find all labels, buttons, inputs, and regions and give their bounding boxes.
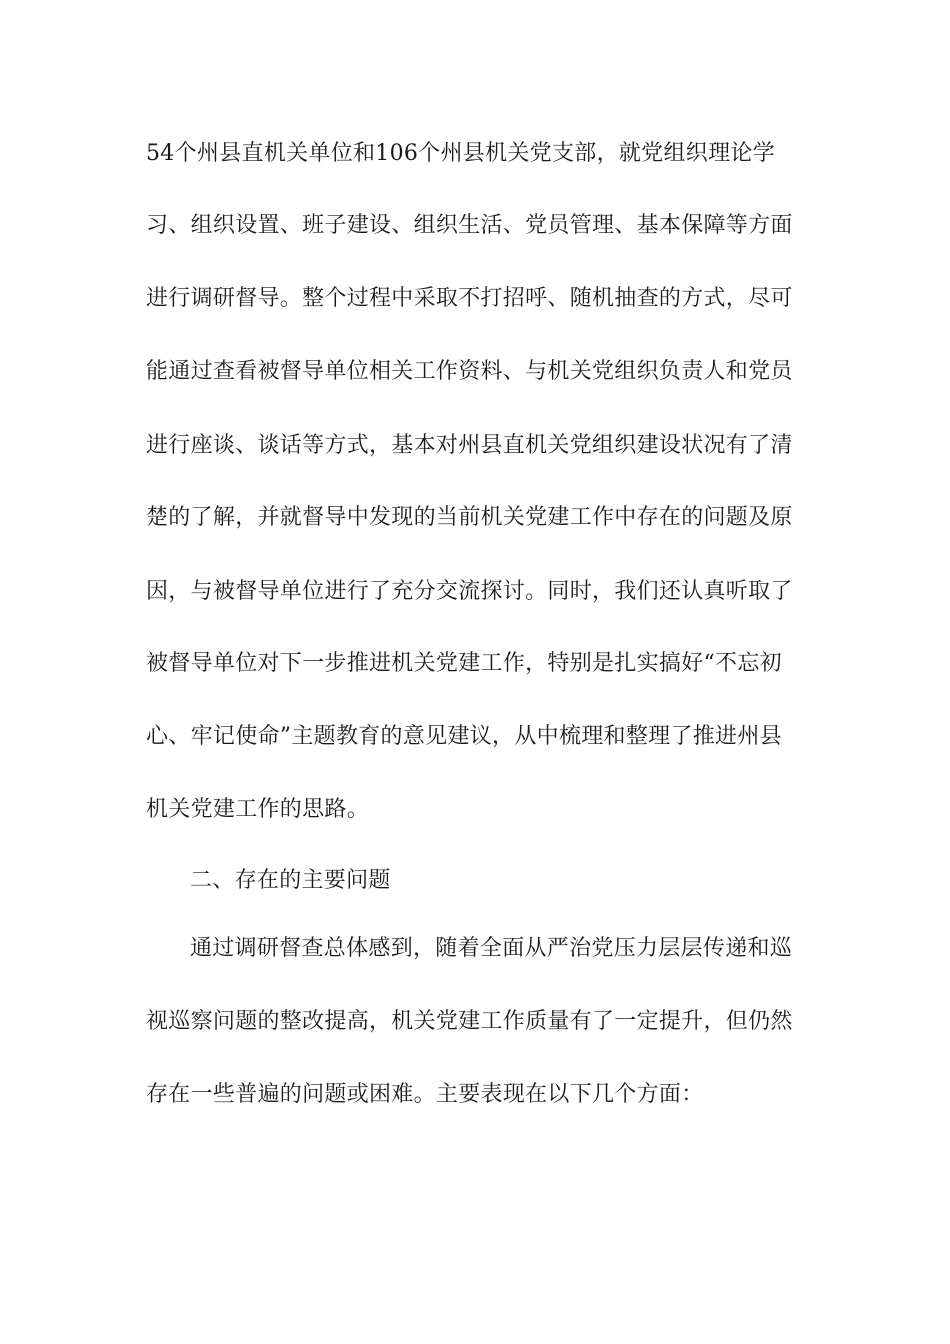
paragraph-line: 能通过查看被督导单位相关工作资料、与机关党组织负责人和党员	[146, 359, 793, 384]
paragraph-line: 机关党建工作的思路。	[146, 797, 370, 822]
paragraph-line: 视巡察问题的整改提高，机关党建工作质量有了一定提升，但仍然	[146, 1009, 793, 1034]
paragraph-line: 楚的了解，并就督导中发现的当前机关党建工作中存在的问题及原	[146, 505, 793, 530]
paragraph-line: 因，与被督导单位进行了充分交流探讨。同时，我们还认真听取了	[146, 579, 793, 604]
paragraph-line: 通过调研督查总体感到，随着全面从严治党压力层层传递和巡	[190, 936, 793, 961]
paragraph-line: 心、牢记使命”主题教育的意见建议，从中梳理和整理了推进州县	[146, 724, 782, 749]
paragraph-line: 进行座谈、谈话等方式，基本对州县直机关党组织建设状况有了清	[146, 433, 793, 458]
paragraph-line: 存在一些普遍的问题或困难。主要表现在以下几个方面：	[146, 1082, 704, 1107]
paragraph-line: 进行调研督导。整个过程中采取不打招呼、随机抽查的方式，尽可	[146, 286, 793, 311]
paragraph-line: 54个州县直机关单位和106个州县机关党支部，就党组织理论学	[146, 141, 775, 166]
section-heading: 二、存在的主要问题	[190, 868, 391, 893]
paragraph-line: 被督导单位对下一步推进机关党建工作，特别是扎实搞好“不忘初	[146, 651, 782, 676]
paragraph-line: 习、组织设置、班子建设、组织生活、党员管理、基本保障等方面	[146, 213, 793, 238]
